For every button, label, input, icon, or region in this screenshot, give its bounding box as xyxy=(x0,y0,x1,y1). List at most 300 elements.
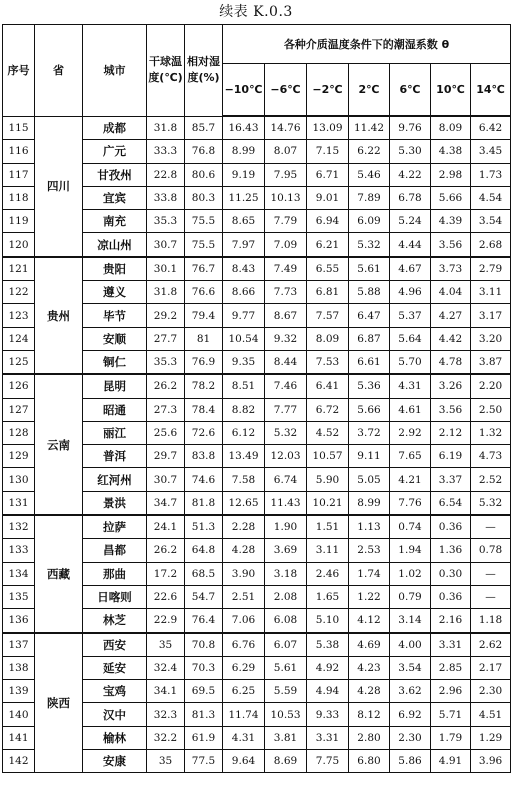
cell-coefficient: 13.49 xyxy=(223,445,265,468)
cell-coefficient: 4.00 xyxy=(390,633,431,657)
cell-city: 拉萨 xyxy=(83,515,147,539)
cell-city: 普洱 xyxy=(83,445,147,468)
header-humidity: 相对湿度(%) xyxy=(185,25,223,117)
cell-humidity: 80.6 xyxy=(185,163,223,186)
cell-dry-bulb: 25.6 xyxy=(147,421,185,444)
cell-coefficient: 2.50 xyxy=(471,398,511,421)
cell-humidity: 70.3 xyxy=(185,656,223,679)
cell-index: 131 xyxy=(3,491,35,515)
cell-humidity: 61.9 xyxy=(185,726,223,749)
cell-coefficient: 4.78 xyxy=(431,350,471,374)
cell-coefficient: 6.12 xyxy=(223,421,265,444)
cell-coefficient: 4.73 xyxy=(471,445,511,468)
cell-city: 那曲 xyxy=(83,562,147,585)
cell-coefficient: 5.59 xyxy=(265,680,307,703)
cell-index: 116 xyxy=(3,140,35,163)
header-city: 城市 xyxy=(83,25,147,117)
cell-humidity: 64.8 xyxy=(185,539,223,562)
cell-coefficient: 1.29 xyxy=(471,726,511,749)
header-province: 省 xyxy=(35,25,83,117)
cell-coefficient: 5.46 xyxy=(349,163,390,186)
cell-dry-bulb: 24.1 xyxy=(147,515,185,539)
cell-coefficient: 8.66 xyxy=(223,281,265,304)
cell-coefficient: 8.65 xyxy=(223,210,265,233)
cell-coefficient: 2.16 xyxy=(431,609,471,633)
cell-dry-bulb: 35.3 xyxy=(147,350,185,374)
cell-coefficient: 1.65 xyxy=(307,585,349,608)
table-title: 续表 K.0.3 xyxy=(219,4,293,20)
cell-coefficient: 4.52 xyxy=(307,421,349,444)
cell-humidity: 70.8 xyxy=(185,633,223,657)
cell-dry-bulb: 27.3 xyxy=(147,398,185,421)
cell-coefficient: 9.35 xyxy=(223,350,265,374)
cell-coefficient: 4.42 xyxy=(431,327,471,350)
cell-coefficient: 6.71 xyxy=(307,163,349,186)
cell-coefficient: 4.23 xyxy=(349,656,390,679)
cell-index: 118 xyxy=(3,186,35,209)
cell-humidity: 75.5 xyxy=(185,233,223,257)
cell-coefficient: 8.99 xyxy=(223,140,265,163)
cell-coefficient: 2.28 xyxy=(223,515,265,539)
cell-coefficient: 1.22 xyxy=(349,585,390,608)
cell-coefficient: 9.32 xyxy=(265,327,307,350)
cell-city: 西安 xyxy=(83,633,147,657)
cell-index: 125 xyxy=(3,350,35,374)
cell-coefficient: 6.21 xyxy=(307,233,349,257)
cell-coefficient: 2.20 xyxy=(471,374,511,398)
cell-coefficient: 1.74 xyxy=(349,562,390,585)
cell-humidity: 77.5 xyxy=(185,750,223,773)
cell-dry-bulb: 34.7 xyxy=(147,491,185,515)
cell-coefficient: 1.32 xyxy=(471,421,511,444)
cell-coefficient: 5.64 xyxy=(390,327,431,350)
cell-coefficient: 4.94 xyxy=(307,680,349,703)
cell-coefficient: 2.46 xyxy=(307,562,349,585)
cell-coefficient: 1.36 xyxy=(431,539,471,562)
cell-coefficient: — xyxy=(471,562,511,585)
cell-coefficient: 7.95 xyxy=(265,163,307,186)
cell-humidity: 76.8 xyxy=(185,140,223,163)
cell-coefficient: 6.29 xyxy=(223,656,265,679)
cell-coefficient: 2.30 xyxy=(471,680,511,703)
cell-coefficient: 7.73 xyxy=(265,281,307,304)
cell-dry-bulb: 29.7 xyxy=(147,445,185,468)
cell-province: 四川 xyxy=(35,116,83,257)
cell-city: 延安 xyxy=(83,656,147,679)
cell-coefficient: 1.18 xyxy=(471,609,511,633)
cell-humidity: 74.6 xyxy=(185,468,223,491)
cell-coefficient: 8.44 xyxy=(265,350,307,374)
cell-coefficient: 3.69 xyxy=(265,539,307,562)
cell-coefficient: 10.21 xyxy=(307,491,349,515)
cell-coefficient: 3.81 xyxy=(265,726,307,749)
table-row xyxy=(3,116,511,140)
cell-coefficient: 3.96 xyxy=(471,750,511,773)
cell-coefficient: 12.65 xyxy=(223,491,265,515)
cell-coefficient: 6.72 xyxy=(307,398,349,421)
table-body xyxy=(3,116,511,773)
cell-city: 安顺 xyxy=(83,327,147,350)
cell-coefficient: 8.12 xyxy=(349,703,390,726)
cell-coefficient: 7.65 xyxy=(390,445,431,468)
cell-coefficient: 5.61 xyxy=(265,656,307,679)
cell-dry-bulb: 31.8 xyxy=(147,281,185,304)
cell-coefficient: 4.38 xyxy=(431,140,471,163)
cell-coefficient: 3.87 xyxy=(471,350,511,374)
cell-coefficient: 3.54 xyxy=(471,210,511,233)
cell-coefficient: 5.90 xyxy=(307,468,349,491)
cell-humidity: 76.7 xyxy=(185,257,223,281)
cell-coefficient: 5.10 xyxy=(307,609,349,633)
cell-humidity: 78.4 xyxy=(185,398,223,421)
cell-city: 贵阳 xyxy=(83,257,147,281)
cell-coefficient: 8.82 xyxy=(223,398,265,421)
cell-coefficient: 7.79 xyxy=(265,210,307,233)
header-temp: 14℃ xyxy=(471,64,511,117)
cell-city: 丽江 xyxy=(83,421,147,444)
cell-coefficient: 6.09 xyxy=(349,210,390,233)
cell-dry-bulb: 26.2 xyxy=(147,374,185,398)
cell-dry-bulb: 30.1 xyxy=(147,257,185,281)
cell-humidity: 51.3 xyxy=(185,515,223,539)
header-temp: 6℃ xyxy=(390,64,431,117)
cell-dry-bulb: 26.2 xyxy=(147,539,185,562)
cell-coefficient: 11.74 xyxy=(223,703,265,726)
cell-index: 120 xyxy=(3,233,35,257)
cell-coefficient: 4.69 xyxy=(349,633,390,657)
cell-index: 129 xyxy=(3,445,35,468)
cell-coefficient: 2.79 xyxy=(471,257,511,281)
cell-coefficient: 6.22 xyxy=(349,140,390,163)
cell-coefficient: 6.55 xyxy=(307,257,349,281)
cell-coefficient: 2.80 xyxy=(349,726,390,749)
cell-coefficient: 1.13 xyxy=(349,515,390,539)
cell-coefficient: 6.47 xyxy=(349,304,390,327)
cell-coefficient: 3.11 xyxy=(471,281,511,304)
cell-coefficient: 2.12 xyxy=(431,421,471,444)
cell-humidity: 68.5 xyxy=(185,562,223,585)
cell-city: 宜宾 xyxy=(83,186,147,209)
cell-coefficient: 1.51 xyxy=(307,515,349,539)
cell-coefficient: 4.27 xyxy=(431,304,471,327)
cell-coefficient: 4.51 xyxy=(471,703,511,726)
cell-coefficient: 3.14 xyxy=(390,609,431,633)
cell-coefficient: 2.51 xyxy=(223,585,265,608)
cell-coefficient: 10.13 xyxy=(265,186,307,209)
cell-city: 成都 xyxy=(83,116,147,140)
cell-humidity: 81.3 xyxy=(185,703,223,726)
cell-coefficient: 9.64 xyxy=(223,750,265,773)
cell-coefficient: 1.90 xyxy=(265,515,307,539)
cell-coefficient: 9.33 xyxy=(307,703,349,726)
cell-coefficient: 9.01 xyxy=(307,186,349,209)
cell-dry-bulb: 17.2 xyxy=(147,562,185,585)
cell-coefficient: 8.69 xyxy=(265,750,307,773)
cell-coefficient: 0.36 xyxy=(431,585,471,608)
cell-dry-bulb: 32.3 xyxy=(147,703,185,726)
cell-city: 榆林 xyxy=(83,726,147,749)
humidity-coefficient-table xyxy=(2,24,511,773)
cell-province: 云南 xyxy=(35,374,83,515)
header-temp: −6℃ xyxy=(265,64,307,117)
cell-city: 遵义 xyxy=(83,281,147,304)
cell-coefficient: — xyxy=(471,585,511,608)
cell-humidity: 76.9 xyxy=(185,350,223,374)
cell-coefficient: 3.17 xyxy=(471,304,511,327)
cell-coefficient: 2.17 xyxy=(471,656,511,679)
cell-humidity: 75.5 xyxy=(185,210,223,233)
cell-dry-bulb: 29.2 xyxy=(147,304,185,327)
table-row xyxy=(3,257,511,281)
cell-index: 123 xyxy=(3,304,35,327)
cell-index: 132 xyxy=(3,515,35,539)
cell-coefficient: 11.42 xyxy=(349,116,390,140)
cell-coefficient: 9.76 xyxy=(390,116,431,140)
cell-coefficient: 1.79 xyxy=(431,726,471,749)
cell-coefficient: 2.53 xyxy=(349,539,390,562)
cell-coefficient: 10.54 xyxy=(223,327,265,350)
cell-coefficient: 5.66 xyxy=(349,398,390,421)
cell-humidity: 72.6 xyxy=(185,421,223,444)
cell-dry-bulb: 34.1 xyxy=(147,680,185,703)
cell-index: 130 xyxy=(3,468,35,491)
cell-city: 毕节 xyxy=(83,304,147,327)
header-temp: 2℃ xyxy=(349,64,390,117)
cell-coefficient: 4.31 xyxy=(390,374,431,398)
cell-coefficient: 7.77 xyxy=(265,398,307,421)
cell-coefficient: 4.04 xyxy=(431,281,471,304)
cell-humidity: 54.7 xyxy=(185,585,223,608)
cell-coefficient: 4.21 xyxy=(390,468,431,491)
header-temp: 10℃ xyxy=(431,64,471,117)
cell-coefficient: 2.08 xyxy=(265,585,307,608)
cell-coefficient: 8.07 xyxy=(265,140,307,163)
cell-coefficient: 5.32 xyxy=(471,491,511,515)
cell-index: 135 xyxy=(3,585,35,608)
cell-coefficient: 7.57 xyxy=(307,304,349,327)
cell-coefficient: 6.74 xyxy=(265,468,307,491)
cell-city: 林芝 xyxy=(83,609,147,633)
cell-coefficient: 8.99 xyxy=(349,491,390,515)
cell-index: 140 xyxy=(3,703,35,726)
cell-coefficient: 7.06 xyxy=(223,609,265,633)
cell-coefficient: 4.91 xyxy=(431,750,471,773)
cell-coefficient: 7.53 xyxy=(307,350,349,374)
cell-coefficient: 5.88 xyxy=(349,281,390,304)
cell-dry-bulb: 33.3 xyxy=(147,140,185,163)
cell-coefficient: 5.86 xyxy=(390,750,431,773)
cell-province: 贵州 xyxy=(35,257,83,374)
cell-humidity: 83.8 xyxy=(185,445,223,468)
cell-coefficient: 7.15 xyxy=(307,140,349,163)
cell-coefficient: 3.62 xyxy=(390,680,431,703)
cell-coefficient: 4.44 xyxy=(390,233,431,257)
cell-coefficient: 8.09 xyxy=(307,327,349,350)
cell-coefficient: 3.26 xyxy=(431,374,471,398)
cell-index: 117 xyxy=(3,163,35,186)
cell-city: 宝鸡 xyxy=(83,680,147,703)
cell-coefficient: 4.61 xyxy=(390,398,431,421)
cell-coefficient: 12.03 xyxy=(265,445,307,468)
cell-coefficient: 8.67 xyxy=(265,304,307,327)
table-row xyxy=(3,515,511,539)
cell-coefficient: 9.77 xyxy=(223,304,265,327)
cell-coefficient: 5.32 xyxy=(265,421,307,444)
cell-coefficient: 7.49 xyxy=(265,257,307,281)
cell-coefficient: 0.78 xyxy=(471,539,511,562)
cell-coefficient: 2.30 xyxy=(390,726,431,749)
cell-coefficient: 4.39 xyxy=(431,210,471,233)
cell-coefficient: 6.41 xyxy=(307,374,349,398)
header-temp: −10℃ xyxy=(223,64,265,117)
table-row xyxy=(3,633,511,657)
cell-city: 汉中 xyxy=(83,703,147,726)
cell-coefficient: 3.18 xyxy=(265,562,307,585)
cell-coefficient: 4.67 xyxy=(390,257,431,281)
cell-dry-bulb: 30.7 xyxy=(147,468,185,491)
cell-coefficient: 0.79 xyxy=(390,585,431,608)
cell-coefficient: 9.19 xyxy=(223,163,265,186)
cell-coefficient: 5.38 xyxy=(307,633,349,657)
cell-coefficient: 6.19 xyxy=(431,445,471,468)
cell-humidity: 76.6 xyxy=(185,281,223,304)
cell-coefficient: 4.96 xyxy=(390,281,431,304)
cell-coefficient: 3.56 xyxy=(431,233,471,257)
cell-index: 139 xyxy=(3,680,35,703)
cell-coefficient: 7.97 xyxy=(223,233,265,257)
cell-coefficient: 7.89 xyxy=(349,186,390,209)
cell-coefficient: 6.54 xyxy=(431,491,471,515)
cell-coefficient: 2.98 xyxy=(431,163,471,186)
cell-coefficient: 4.12 xyxy=(349,609,390,633)
cell-coefficient: 0.74 xyxy=(390,515,431,539)
cell-city: 凉山州 xyxy=(83,233,147,257)
cell-index: 128 xyxy=(3,421,35,444)
cell-coefficient: 10.57 xyxy=(307,445,349,468)
cell-humidity: 81 xyxy=(185,327,223,350)
cell-coefficient: 5.24 xyxy=(390,210,431,233)
cell-coefficient: 6.80 xyxy=(349,750,390,773)
cell-index: 127 xyxy=(3,398,35,421)
cell-index: 142 xyxy=(3,750,35,773)
cell-index: 124 xyxy=(3,327,35,350)
cell-city: 景洪 xyxy=(83,491,147,515)
cell-coefficient: 10.53 xyxy=(265,703,307,726)
cell-coefficient: 6.76 xyxy=(223,633,265,657)
cell-coefficient: 5.37 xyxy=(390,304,431,327)
cell-index: 134 xyxy=(3,562,35,585)
cell-coefficient: 6.87 xyxy=(349,327,390,350)
cell-coefficient: 7.46 xyxy=(265,374,307,398)
cell-province: 陕西 xyxy=(35,633,83,773)
cell-coefficient: 11.43 xyxy=(265,491,307,515)
header-dry-bulb: 干球温度(℃) xyxy=(147,25,185,117)
cell-coefficient: 2.92 xyxy=(390,421,431,444)
header-temp: −2℃ xyxy=(307,64,349,117)
cell-coefficient: 1.02 xyxy=(390,562,431,585)
cell-city: 铜仁 xyxy=(83,350,147,374)
cell-index: 115 xyxy=(3,116,35,140)
cell-dry-bulb: 22.9 xyxy=(147,609,185,633)
cell-coefficient: 3.72 xyxy=(349,421,390,444)
cell-coefficient: 2.85 xyxy=(431,656,471,679)
cell-coefficient: 3.56 xyxy=(431,398,471,421)
cell-coefficient: 2.68 xyxy=(471,233,511,257)
cell-coefficient: 3.11 xyxy=(307,539,349,562)
cell-humidity: 69.5 xyxy=(185,680,223,703)
cell-coefficient: 2.62 xyxy=(471,633,511,657)
cell-coefficient: — xyxy=(471,515,511,539)
cell-dry-bulb: 27.7 xyxy=(147,327,185,350)
cell-humidity: 80.3 xyxy=(185,186,223,209)
cell-coefficient: 4.22 xyxy=(390,163,431,186)
cell-humidity: 78.2 xyxy=(185,374,223,398)
cell-coefficient: 5.71 xyxy=(431,703,471,726)
cell-coefficient: 5.32 xyxy=(349,233,390,257)
cell-coefficient: 3.73 xyxy=(431,257,471,281)
cell-coefficient: 8.43 xyxy=(223,257,265,281)
cell-coefficient: 7.09 xyxy=(265,233,307,257)
cell-index: 119 xyxy=(3,210,35,233)
cell-coefficient: 0.36 xyxy=(431,515,471,539)
cell-province: 西藏 xyxy=(35,515,83,632)
cell-coefficient: 3.45 xyxy=(471,140,511,163)
cell-city: 昌都 xyxy=(83,539,147,562)
cell-index: 136 xyxy=(3,609,35,633)
header-index: 序号 xyxy=(3,25,35,117)
cell-dry-bulb: 32.4 xyxy=(147,656,185,679)
cell-coefficient: 2.96 xyxy=(431,680,471,703)
cell-coefficient: 0.30 xyxy=(431,562,471,585)
cell-coefficient: 8.09 xyxy=(431,116,471,140)
cell-coefficient: 3.31 xyxy=(431,633,471,657)
cell-coefficient: 6.61 xyxy=(349,350,390,374)
cell-coefficient: 3.54 xyxy=(390,656,431,679)
cell-coefficient: 1.94 xyxy=(390,539,431,562)
cell-dry-bulb: 33.8 xyxy=(147,186,185,209)
cell-index: 126 xyxy=(3,374,35,398)
cell-coefficient: 7.76 xyxy=(390,491,431,515)
header-coefficient-group: 各种介质温度条件下的潮湿系数 θ xyxy=(223,25,511,64)
cell-humidity: 85.7 xyxy=(185,116,223,140)
cell-humidity: 76.4 xyxy=(185,609,223,633)
cell-coefficient: 1.73 xyxy=(471,163,511,186)
cell-dry-bulb: 22.6 xyxy=(147,585,185,608)
cell-coefficient: 6.92 xyxy=(390,703,431,726)
cell-coefficient: 9.11 xyxy=(349,445,390,468)
cell-coefficient: 6.94 xyxy=(307,210,349,233)
cell-dry-bulb: 35 xyxy=(147,633,185,657)
cell-coefficient: 3.37 xyxy=(431,468,471,491)
cell-coefficient: 3.20 xyxy=(471,327,511,350)
cell-coefficient: 4.31 xyxy=(223,726,265,749)
cell-index: 137 xyxy=(3,633,35,657)
cell-coefficient: 5.05 xyxy=(349,468,390,491)
cell-city: 红河州 xyxy=(83,468,147,491)
cell-index: 133 xyxy=(3,539,35,562)
cell-city: 昭通 xyxy=(83,398,147,421)
cell-humidity: 79.4 xyxy=(185,304,223,327)
cell-dry-bulb: 32.2 xyxy=(147,726,185,749)
cell-coefficient: 6.42 xyxy=(471,116,511,140)
cell-coefficient: 7.75 xyxy=(307,750,349,773)
cell-coefficient: 6.08 xyxy=(265,609,307,633)
cell-index: 121 xyxy=(3,257,35,281)
cell-coefficient: 16.43 xyxy=(223,116,265,140)
cell-coefficient: 5.36 xyxy=(349,374,390,398)
cell-coefficient: 3.31 xyxy=(307,726,349,749)
cell-coefficient: 6.81 xyxy=(307,281,349,304)
